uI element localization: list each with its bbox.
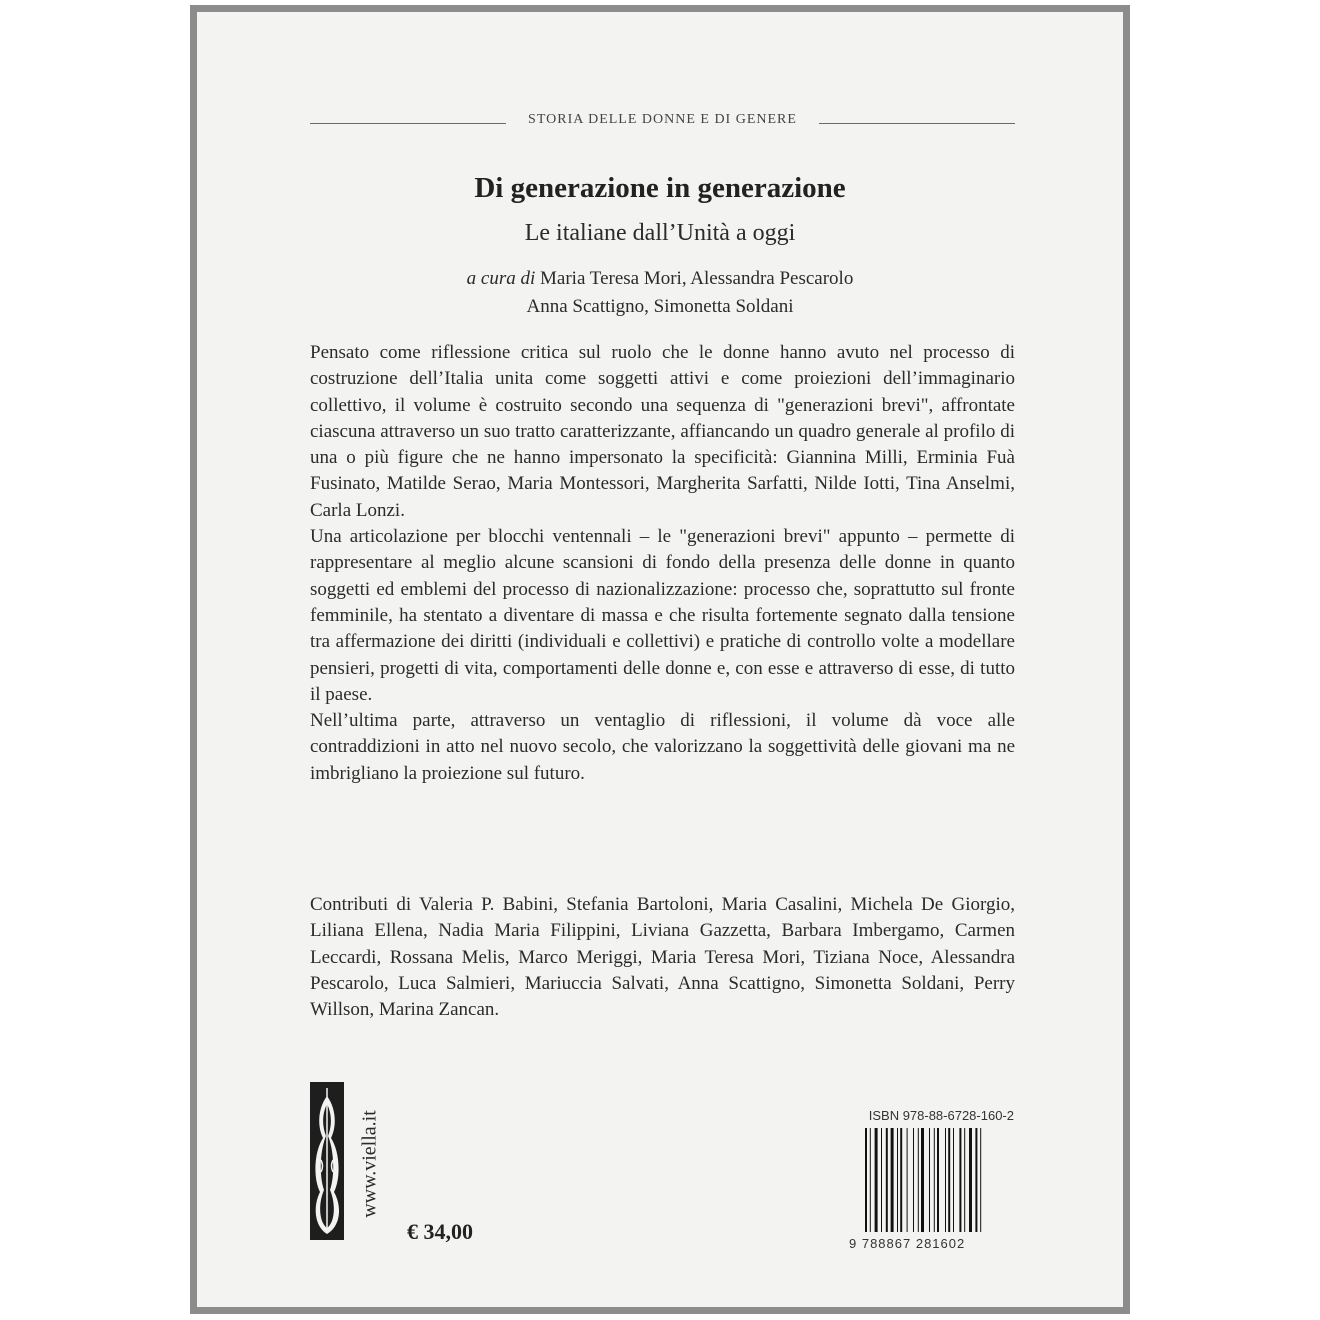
blurb-paragraph-2: Una articolazione per blocchi ventennali – le "generazioni brevi" appunto – permette di rappresentare al meglio alcune scansioni di fondo della presenza delle donne in quanto soggetti ed emblemi del processo di nazionalizzazione: processo che, soprattutto sul fronte femminile, ha stentato a diventare di massa e che risulta fortemente segnato dalla tensione tra affermazione dei diritti (individuali e collettivi) e pratiche di controllo volte a modellare pensieri, progetti di vita, comportamenti delle donne e, con esse e attraverso di esse, di tutto il paese.	[310, 526, 1015, 705]
editors-names-1: Maria Teresa Mori, Alessandra Pescarolo	[540, 268, 854, 289]
editors-names-2: Anna Scattigno, Simonetta Soldani	[526, 296, 794, 317]
blurb	[310, 340, 1015, 787]
publisher-url	[357, 1084, 383, 1244]
contributors: Contributi di Valeria P. Babini, Stefania Bartoloni, Maria Casalini, Michela De Giorgio, Liliana Ellena, Nadia Maria Filippini, Liviana Gazzetta, Barbara Imbergamo, Carmen Leccardi, Rossana Melis, Marco Meriggi, Maria Teresa Mori, Tiziana Noce, Alessandra Pescarolo, Luca Salmieri, Mariuccia Salvati, Anna Scattigno, Simonetta Soldani, Perry Willson, Marina Zancan.	[310, 894, 1015, 1021]
viella-violin-logo-icon	[310, 1082, 344, 1240]
series-rule-left	[310, 123, 506, 124]
back-cover	[190, 5, 1130, 1314]
series-name: STORIA DELLE DONNE E DI GENERE	[528, 112, 797, 127]
book-subtitle: Le italiane dall’Unità a oggi	[524, 220, 796, 246]
series-header	[310, 112, 1015, 136]
ean-number: 9 788867 281602	[849, 1236, 966, 1251]
barcode	[865, 1128, 1015, 1232]
blurb-paragraph-1: Pensato come riflessione critica sul ruolo che le donne hanno avuto nel processo di costruzione dell’Italia unita come soggetti attivi e come proiezioni dell’immaginario collettivo, il volume è costruito secondo una sequenza di "generazioni brevi", affrontate ciascuna attraverso un suo tratto caratterizzante, affiancando un quadro generale al profilo di una o più figure che ne hanno impersonato la specificità: Giannina Milli, Erminia Fuà Fusinato, Matilde Serao, Maria Montessori, Margherita Sarfatti, Nilde Iotti, Tina Anselmi, Carla Lonzi.	[310, 342, 1015, 521]
price: € 34,00	[407, 1219, 473, 1244]
book-title: Di generazione in generazione	[474, 172, 846, 204]
series-rule-right	[819, 123, 1015, 124]
editors-line-1	[197, 265, 1123, 293]
publisher-url-text: www.viella.it	[358, 1110, 381, 1218]
isbn: ISBN 978-88-6728-160-2	[868, 1108, 1014, 1123]
editors	[197, 265, 1123, 321]
blurb-paragraph-3: Nell’ultima parte, attraverso un ventaglio di riflessioni, il volume dà voce alle contraddizioni in atto nel nuovo secolo, che valorizzano la soggettività delle giovani ma ne imbrigliano la proiezione sul futuro.	[310, 710, 1015, 784]
editors-prefix: a cura di	[466, 268, 536, 289]
